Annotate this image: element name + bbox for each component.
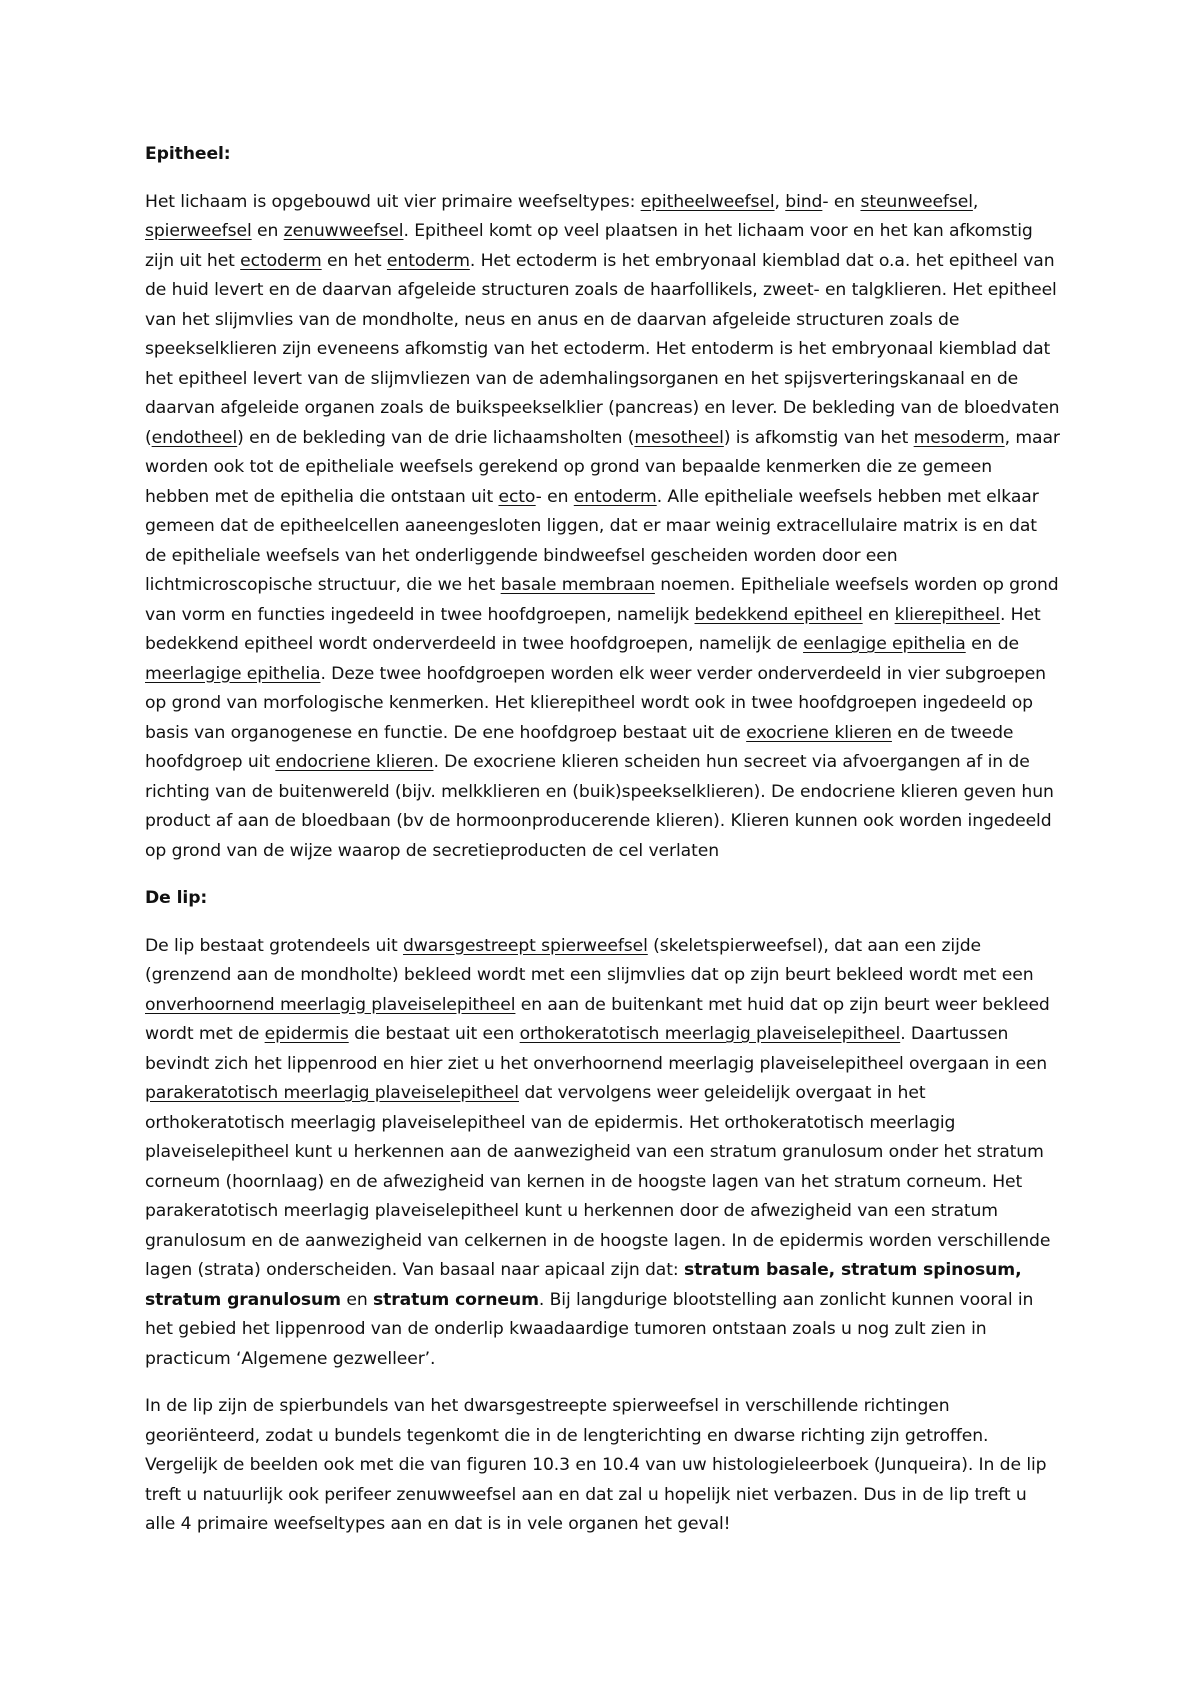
heading-de-lip: De lip: [145,888,208,908]
text-run: en het [321,250,387,271]
heading-epitheel: Epitheel: [145,144,231,164]
term-ecto: ecto [498,486,536,507]
text-run: , [972,191,979,212]
text-run: , maar worden ook tot de epitheliale weefsels gerekend op grond van bepaalde kenmerken die ze gemeen hebben met de epithelia die ontstaan uit [145,427,1060,507]
paragraph-lip-1 [145,932,1060,1375]
stratum-corneum-bold: stratum corneum [373,1289,539,1310]
text-run: De lip bestaat grotendeels uit [145,935,403,956]
term-epidermis: epidermis [264,1024,349,1044]
term-eenlagige-epithelia: eenlagige epithelia [803,634,966,654]
text-run: . Bij langdurige blootstelling aan zonlicht kunnen vooral in het gebied het lippenrood van de onderlip kwaadaardige tumoren ontstaan zoals u nog zult zien in practicum ‘Algemene gezwelleer’. [145,1289,1034,1369]
term-parakeratotisch-plaveiselepitheel: parakeratotisch meerlagig plaveiselepitheel [145,1083,519,1103]
text-run: en [862,604,895,625]
text-run: dat vervolgens weer geleidelijk overgaat in het orthokeratotisch meerlagig plaveiselepitheel van de epidermis. Het orthokeratotisch meerlagig plaveiselepitheel kunt u herkennen aan de aanwezigheid van een stratum granulosum onder het stratum corneum (hoornlaag) en de afwezigheid van kernen in de hoogste lagen van het stratum corneum. Het parakeratotisch meerlagig plaveiselepitheel kunt u herkennen door de afwezigheid van een stratum granulosum en de aanwezigheid van celkernen in de hoogste lagen. In de epidermis worden verschillende lagen (strata) onderscheiden. Van basaal naar apicaal zijn dat: [145,1083,1051,1280]
text-run: en [341,1289,373,1310]
paragraph-lip-2: In de lip zijn de spierbundels van het dwarsgestreepte spierweefsel in verschillende richtingen georiënteerd, zodat u bundels tegenkomt die in de lengterichting en dwarse richting zijn getroffen. Vergelijk de beelden ook met die van figuren 10.3 en 10.4 van uw histologieleerboek (Junqueira). In de lip treft u natuurlijk ook perifeer zenuwweefsel aan en dat zal u hopelijk niet verbazen. Dus in de lip treft u alle 4 primaire weefseltypes aan en dat is in vele organen het geval! [145,1396,1047,1534]
text-run: . Daartussen bevindt zich het lippenrood en hier ziet u het onverhoornend meerlagig plaveiselepitheel overgaan in een [145,1024,1048,1074]
term-meerlagige-epithelia: meerlagige epithelia [145,663,321,684]
term-basale-membraan: basale membraan [500,575,655,595]
term-spierweefsel: spierweefsel [145,221,252,241]
term-entoderm: entoderm [386,250,470,271]
text-run: . Het bedekkend epitheel wordt onderverdeeld in twee hoofdgroepen, namelijk de [145,604,1041,654]
text-run: die bestaat uit een [348,1024,520,1044]
term-ectoderm: ectoderm [240,250,322,271]
term-onverhoornend-plaveiselepitheel: onverhoornend meerlagig plaveiselepitheel [145,994,516,1015]
paragraph-epitheel [145,188,1060,867]
term-mesotheel: mesotheel [634,427,724,448]
term-exocriene-klieren: exocriene klieren [746,722,892,743]
term-bind: bind [785,191,823,212]
term-steunweefsel: steunweefsel [860,191,973,212]
term-zenuwweefsel: zenuwweefsel [283,221,404,241]
text-run: noemen. Epitheliale weefsels worden op grond van vorm en functies ingedeeld in twee hoofdgroepen, namelijk [145,575,1059,625]
text-run: - en [535,486,574,507]
text-run: Het lichaam is opgebouwd uit vier primaire weefseltypes: [145,191,641,212]
text-run: ) en de bekleding van de drie lichaamsholten ( [237,427,635,448]
term-epitheelweefsel: epitheelweefsel [640,191,775,212]
term-mesoderm: mesoderm [913,427,1005,448]
text-run: . Het ectoderm is het embryonaal kiemblad dat o.a. het epitheel van de huid levert en de daarvan afgeleide structuren zoals de haarfollikels, zweet- en talgklieren. Het epitheel van het slijmvlies van de mondholte, neus en anus en de daarvan afgeleide structuren zoals de speekselklieren zijn eveneens afkomstig van het ectoderm. Het entoderm is het embryonaal kiemblad dat het epitheel levert van de slijmvliezen van de ademhalingsorganen en het spijsverteringskanaal en de daarvan afgeleide organen zoals de buikspeekselklier (pancreas) en lever. De bekleding van de bloedvaten ( [145,250,1060,448]
term-endotheel: endotheel [151,427,238,448]
text-run: . Deze twee hoofdgroepen worden elk weer verder onderverdeeld in vier subgroepen op grond van morfologische kenmerken. Het klierepitheel wordt ook in twee hoofdgroepen ingedeeld op basis van organogenese en functie. De ene hoofdgroep bestaat uit de [145,663,1046,743]
term-dwarsgestreept-spierweefsel: dwarsgestreept spierweefsel [403,935,648,956]
strata-bold-list: stratum basale, stratum spinosum, stratum granulosum [145,1260,1022,1310]
term-entoderm-2: entoderm [573,486,657,507]
text-run: (skeletspierweefsel), dat aan een zijde (grenzend aan de mondholte) bekleed wordt met een slijmvlies dat op zijn beurt bekleed wordt met een [145,935,1034,985]
text-run: . De exocriene klieren scheiden hun secreet via afvoergangen af in de richting van de buitenwereld (bijv. melkklieren en (buik)speekselklieren). De endocriene klieren geven hun product af aan de bloedbaan (bv de hormoonproducerende klieren). Klieren kunnen ook worden ingedeeld op grond van de wijze waarop de secretieproducten de cel verlaten [145,752,1054,861]
text-run: en de tweede hoofdgroep uit [145,722,1014,772]
text-run: ) is afkomstig van het [723,427,914,448]
text-run: en de [965,634,1019,654]
document-page [145,140,1060,1558]
text-run: . Alle epitheliale weefsels hebben met elkaar gemeen dat de epitheelcellen aaneengesloten liggen, dat er maar weinig extracellulaire matrix is en dat de epitheliale weefsels van het onderliggende bindweefsel gescheiden worden door een lichtmicroscopische structuur, die we het [145,486,1039,595]
term-endocriene-klieren: endocriene klieren [275,752,434,772]
text-run: . Epitheel komt op veel plaatsen in het lichaam voor en het kan afkomstig zijn uit het [145,221,1033,271]
text-run: en aan de buitenkant met huid dat op zijn beurt weer bekleed wordt met de [145,994,1050,1044]
term-bedekkend-epitheel: bedekkend epitheel [694,604,863,625]
text-run: en [251,221,284,241]
term-orthokeratotisch-plaveiselepitheel: orthokeratotisch meerlagig plaveiselepitheel [519,1024,901,1044]
text-run: , [774,191,786,212]
text-run: - en [822,191,861,212]
term-klierepitheel: klierepitheel [894,604,1000,625]
